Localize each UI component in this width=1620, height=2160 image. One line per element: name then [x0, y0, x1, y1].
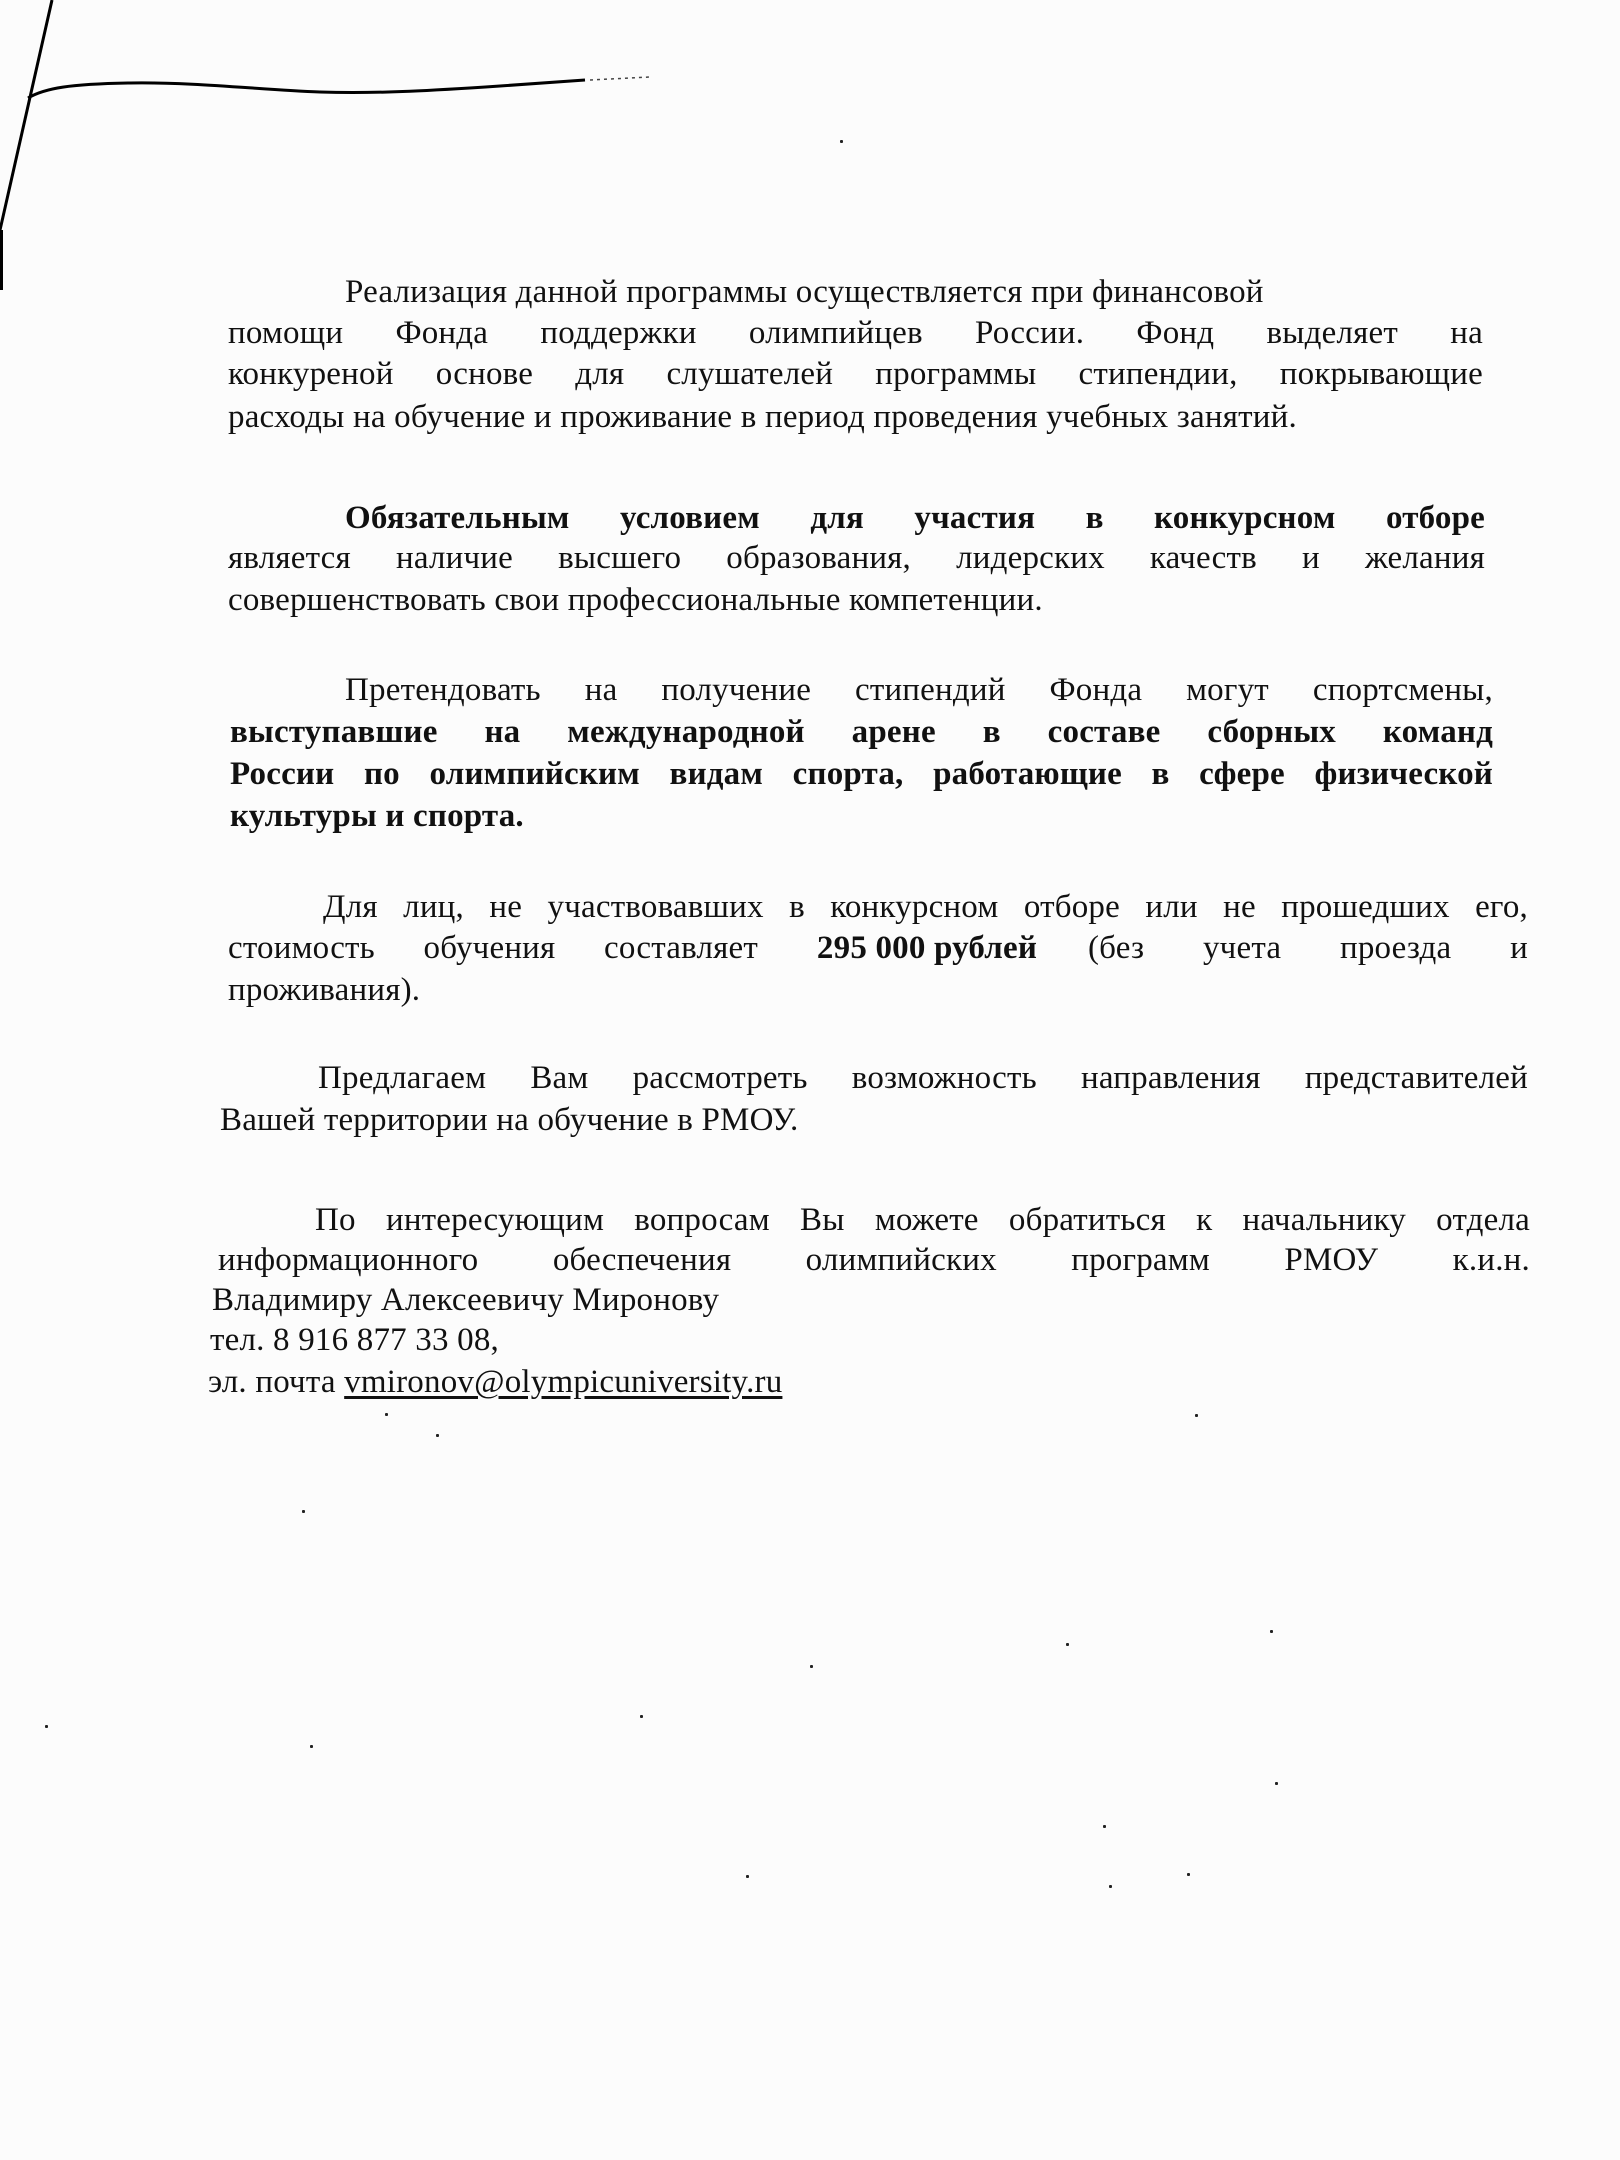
text-line: совершенствовать свои профессиональные компетенции. — [228, 582, 1043, 618]
scan-speck — [746, 1875, 749, 1878]
text-line-content: Реализация данной программы осуществляется при финансовой — [345, 274, 1264, 310]
text-line: проживания). — [228, 972, 421, 1008]
email-label: эл. почта — [208, 1364, 336, 1400]
text-line: Предлагаем Вам рассмотреть возможность направления представителей — [318, 1060, 1528, 1096]
text-line: помощи Фонда поддержки олимпийцев России. Фонд выделяет на — [228, 315, 1483, 351]
scan-speck — [1109, 1885, 1112, 1888]
scan-speck — [436, 1434, 439, 1437]
price-amount: 295 000 рублей — [816, 930, 1038, 966]
text-line: Вашей территории на обучение в РМОУ. — [220, 1102, 799, 1138]
text-segment: (без учета проезда и — [1087, 930, 1528, 966]
scan-speck — [310, 1745, 313, 1748]
text-line — [345, 272, 1483, 312]
text-line-bold: Обязательным условием для участия в конкурсном отборе — [345, 500, 1485, 536]
scan-speck — [810, 1665, 813, 1668]
scan-speck — [1270, 1630, 1273, 1633]
scan-speck — [302, 1510, 305, 1513]
scan-speck — [45, 1725, 48, 1728]
scan-speck — [385, 1413, 388, 1416]
scan-speck — [840, 140, 843, 143]
text-segment: стоимость обучения составляет — [228, 930, 758, 966]
scan-speck — [1275, 1782, 1278, 1785]
text-line — [228, 928, 1528, 968]
text-line: Претендовать на получение стипендий Фонда могут спортсмены, — [345, 672, 1493, 708]
email-link[interactable]: vmironov@olympicuniversity.ru — [344, 1364, 783, 1400]
scan-speck — [640, 1715, 643, 1718]
text-line: расходы на обучение и проживание в период проведения учебных занятий. — [228, 399, 1297, 435]
scan-speck — [1187, 1873, 1190, 1876]
text-line-bold: России по олимпийским видам спорта, работающие в сфере физической — [230, 756, 1493, 792]
phone-label: тел. — [210, 1322, 265, 1358]
text-line: информационного обеспечения олимпийских программ РМОУ к.и.н. — [218, 1242, 1530, 1278]
scan-speck — [1103, 1825, 1106, 1828]
phone-line — [210, 1320, 499, 1360]
email-line — [208, 1362, 782, 1402]
text-line: является наличие высшего образования, лидерских качеств и желания — [228, 540, 1485, 576]
contact-person-name: Владимиру Алексеевичу Миронову — [212, 1282, 720, 1318]
text-line-bold: выступавшие на международной арене в составе сборных команд — [230, 714, 1493, 750]
text-line: По интересующим вопросам Вы можете обратиться к начальнику отдела — [315, 1202, 1530, 1238]
scan-speck — [1066, 1643, 1069, 1646]
phone-number: 8 916 877 33 08, — [273, 1322, 499, 1358]
text-line: Для лиц, не участвовавших в конкурсном отборе или не прошедших его, — [323, 889, 1528, 925]
text-line: конкуреной основе для слушателей программы стипендии, покрывающие — [228, 356, 1483, 392]
text-line-bold: культуры и спорта. — [230, 798, 524, 834]
scan-speck — [1195, 1414, 1198, 1417]
